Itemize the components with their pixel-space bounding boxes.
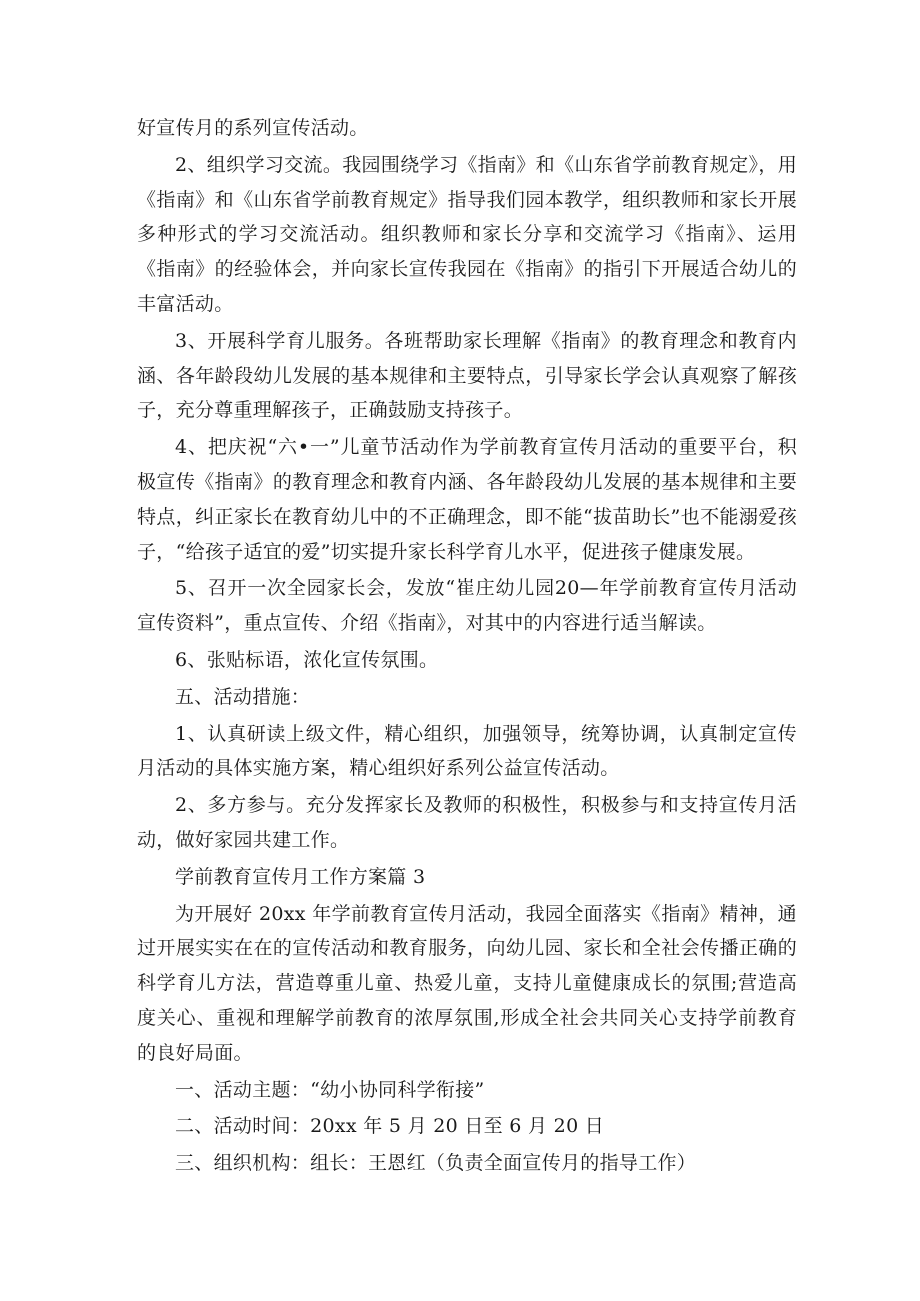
paragraph-measure-2: 2、多方参与。充分发挥家长及教师的积极性，积极参与和支持宣传月活动，做好家园共建工作。 — [137, 794, 797, 851]
paragraph-continuation: 好宣传月的系列宣传活动。 — [137, 117, 369, 139]
paragraph-measure-1: 1、认真研读上级文件，精心组织，加强领导，统筹协调，认真制定宣传月活动的具体实施方案，精心组织好系列公益宣传活动。 — [137, 722, 797, 780]
document-body — [137, 111, 797, 1183]
article-title: 学前教育宣传月工作方案篇 3 — [175, 865, 426, 888]
paragraph-theme: 一、活动主题：“幼小协同科学衔接” — [175, 1078, 485, 1101]
paragraph-item-3: 3、开展科学育儿服务。各班帮助家长理解《指南》的教育理念和教育内涵、各年龄段幼儿发展的基本规律和主要特点，引导家长学会认真观察了解孩子，充分尊重理解孩子，正确鼓励支持孩子。 — [137, 329, 797, 422]
paragraph-item-6: 6、张贴标语，浓化宣传氛围。 — [175, 648, 439, 671]
paragraph-item-2: 2、组织学习交流。我园围绕学习《指南》和《山东省学前教育规定》，用《指南》和《山东省学前教育规定》指导我们园本教学，组织教师和家长开展多种形式的学习交流活动。组织教师和家长分享和交流学习《指南》、运用《指南》的经验体会，并向家长宣传我园在《指南》的指引下开展适合幼儿的丰富活动。 — [137, 153, 797, 315]
paragraph-organization: 三、组织机构：组长：王恩红（负责全面宣传月的指导工作） — [175, 1152, 697, 1175]
paragraph-item-4: 4、把庆祝“六•一”儿童节活动作为学前教育宣传月活动的重要平台，积极宣传《指南》的教育理念和教育内涵、各年龄段幼儿发展的基本规律和主要特点，纠正家长在教育幼儿中的不正确理念，即不能“拔苗助长”也不能溺爱孩子，“给孩子适宜的爱”切实提升家长科学育儿水平，促进孩子健康发展。 — [137, 436, 797, 563]
paragraph-intro: 为开展好 20xx 年学前教育宣传月活动，我园全面落实《指南》精神，通过开展实实在在的宣传活动和教育服务，向幼儿园、家长和全社会传播正确的科学育儿方法，营造尊重儿童、热爱儿童，支持儿童健康成长的氛围;营造高度关心、重视和理解学前教育的浓厚氛围,形成全社会共同关心支持学前教育的良好局面。 — [137, 902, 797, 1064]
paragraph-item-5: 5、召开一次全园家长会，发放“崔庄幼儿园20—年学前教育宣传月活动宣传资料”，重点宣传、介绍《指南》，对其中的内容进行适当解读。 — [137, 577, 797, 635]
paragraph-time: 二、活动时间：20xx 年 5 月 20 日至 6 月 20 日 — [175, 1115, 605, 1138]
section-heading-measures: 五、活动措施： — [175, 685, 311, 708]
